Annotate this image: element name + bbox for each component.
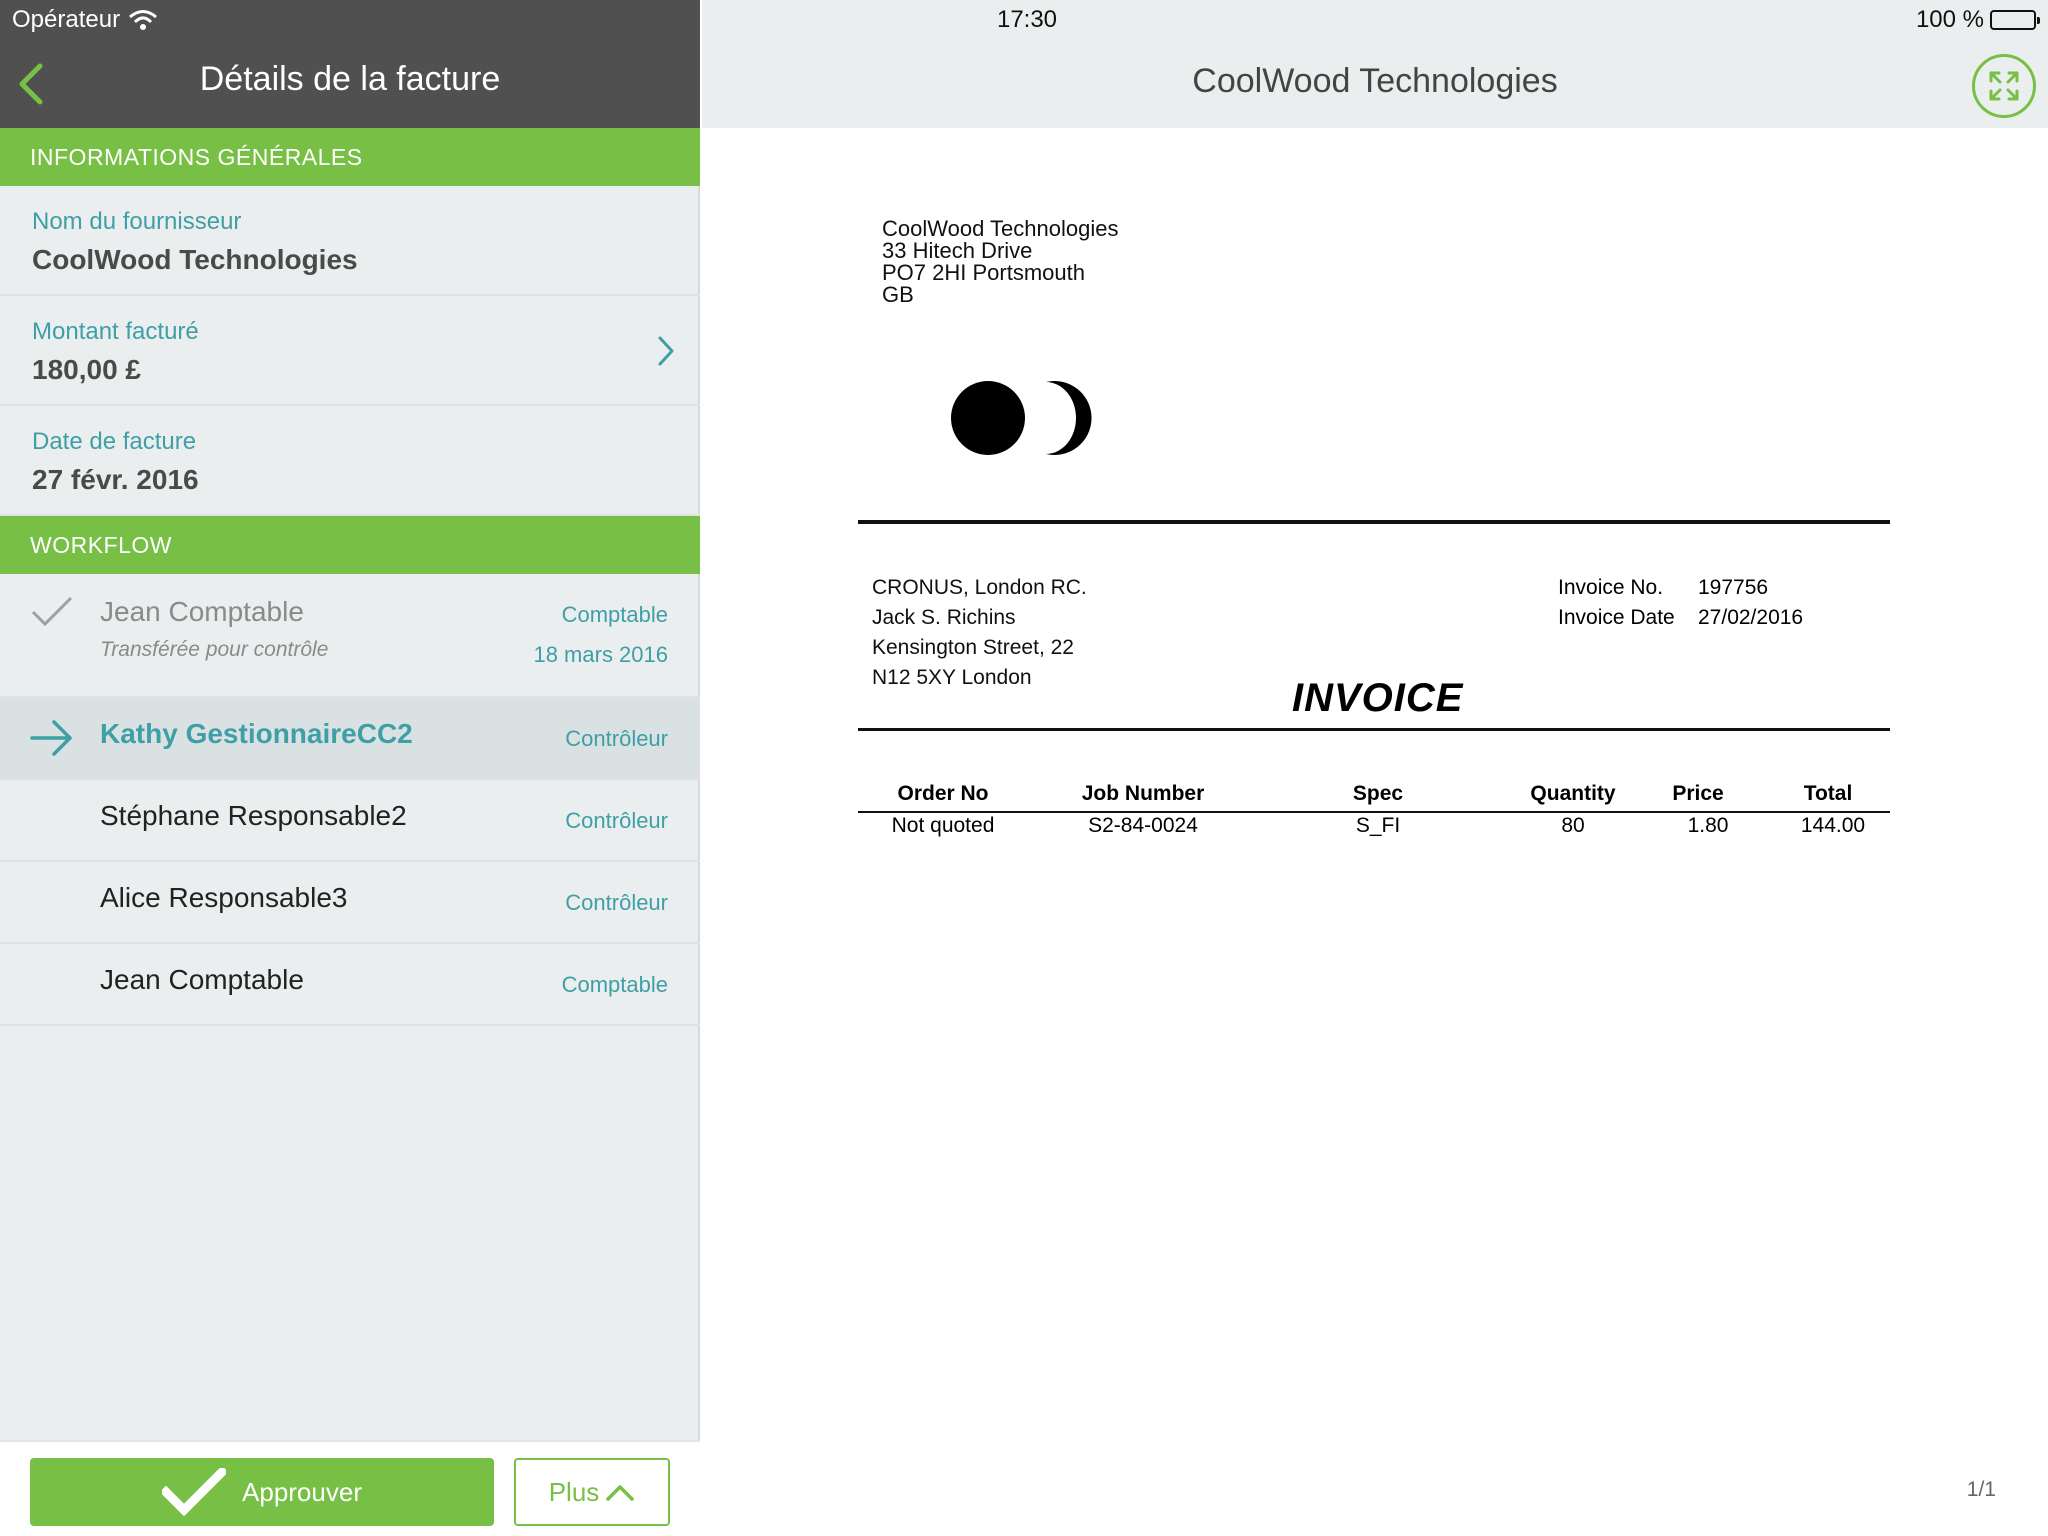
chevron-right-icon[interactable]	[656, 334, 676, 368]
col-job-number: Job Number	[1081, 782, 1205, 805]
status-carrier	[12, 6, 158, 34]
more-button[interactable]	[514, 1458, 670, 1526]
sender-line: CoolWood Technologies	[882, 216, 1119, 241]
workflow-step-name: Kathy GestionnaireCC2	[100, 718, 413, 749]
field-supplier	[0, 186, 700, 296]
workflow-step	[0, 944, 700, 1026]
col-spec: Spec	[1352, 782, 1404, 805]
cell-quantity: 80	[1561, 814, 1585, 837]
approve-button[interactable]	[30, 1458, 494, 1526]
sender-line: 33 Hitech Drive	[882, 238, 1033, 263]
section-header-general: INFORMATIONS GÉNÉRALES	[0, 128, 700, 186]
recipient-address	[872, 573, 1087, 693]
invoice-document	[702, 128, 2048, 1536]
workflow-step	[0, 574, 700, 698]
workflow-step-role: Contrôleur	[565, 726, 668, 751]
workflow-step-name: Stéphane Responsable2	[100, 800, 407, 831]
status-battery	[1916, 6, 2036, 34]
workflow-step-comment: Transférée pour contrôle	[100, 638, 329, 661]
col-quantity: Quantity	[1530, 782, 1616, 805]
page-title: Détails de la facture	[199, 60, 501, 98]
amount-value: 180,00 £	[32, 354, 141, 385]
field-date	[0, 406, 700, 516]
invoice-no-value: 197756	[1698, 576, 1769, 599]
sender-line: GB	[882, 282, 914, 307]
recipient-line: N12 5XY London	[872, 666, 1032, 689]
cell-price: 1.80	[1687, 814, 1729, 837]
line-items-header	[858, 782, 1890, 812]
cell-spec: S_FI	[1355, 814, 1401, 837]
workflow-step-current	[0, 698, 700, 780]
supplier-value: CoolWood Technologies	[32, 244, 358, 275]
check-icon	[30, 594, 74, 635]
line-item-row	[858, 814, 1890, 844]
col-price: Price	[1672, 782, 1724, 805]
workflow-step-name: Jean Comptable	[100, 964, 304, 995]
workflow-step-role: Contrôleur	[565, 890, 668, 915]
invoice-date-value: 27/02/2016	[1698, 606, 1804, 629]
sender-line: PO7 2HI Portsmouth	[882, 260, 1085, 285]
cell-order-no: Not quoted	[891, 814, 995, 837]
field-amount[interactable]	[0, 296, 700, 406]
workflow-step-role: Contrôleur	[565, 808, 668, 833]
workflow-step-role: Comptable	[561, 972, 668, 997]
workflow-step	[0, 862, 700, 944]
invoice-date-label: Invoice Date	[1558, 606, 1675, 629]
cell-total: 144.00	[1800, 814, 1866, 837]
section-header-workflow: WORKFLOW	[0, 516, 700, 574]
col-order-no: Order No	[897, 782, 989, 805]
wifi-icon	[128, 9, 158, 31]
checkmark-icon	[162, 1468, 226, 1516]
company-logo	[948, 378, 1108, 463]
left-nav-bar	[0, 0, 700, 128]
chevron-up-icon	[605, 1482, 635, 1502]
amount-label: Montant facturé	[32, 318, 199, 345]
invoice-details-pane	[0, 0, 700, 1536]
expand-icon	[1975, 57, 2033, 115]
date-value: 27 févr. 2016	[32, 464, 199, 495]
workflow-step	[0, 780, 700, 862]
page-indicator: 1/1	[1966, 1478, 1996, 1501]
table-divider	[858, 811, 1890, 813]
carrier-label: Opérateur	[12, 6, 121, 33]
invoice-no-label: Invoice No.	[1558, 576, 1664, 599]
workflow-step-date: 18 mars 2016	[533, 642, 668, 667]
more-label: Plus	[548, 1476, 600, 1507]
workflow-step-name: Alice Responsable3	[100, 882, 348, 913]
recipient-line: Jack S. Richins	[872, 606, 1016, 629]
workflow-step-name: Jean Comptable	[100, 596, 304, 627]
document-divider	[858, 520, 1890, 524]
supplier-label: Nom du fournisseur	[32, 208, 242, 235]
arrow-right-icon	[30, 718, 74, 763]
battery-icon	[1990, 10, 2036, 30]
recipient-line: Kensington Street, 22	[872, 636, 1074, 659]
invoice-heading: INVOICE	[1292, 676, 1464, 720]
col-total: Total	[1803, 782, 1853, 805]
date-label: Date de facture	[32, 428, 197, 455]
action-bar	[0, 1440, 700, 1536]
fullscreen-button[interactable]	[1972, 54, 2036, 118]
sender-address	[882, 218, 1118, 306]
status-time: 17:30	[996, 6, 1058, 33]
recipient-line: CRONUS, London RC.	[872, 576, 1087, 599]
invoice-meta	[1558, 573, 1803, 633]
document-divider	[858, 728, 1890, 731]
battery-label: 100 %	[1915, 6, 1984, 33]
document-title: CoolWood Technologies	[1192, 62, 1558, 100]
workflow-step-role: Comptable	[561, 602, 668, 627]
approve-label: Approuver	[242, 1476, 362, 1507]
cell-job-number: S2-84-0024	[1088, 814, 1198, 837]
